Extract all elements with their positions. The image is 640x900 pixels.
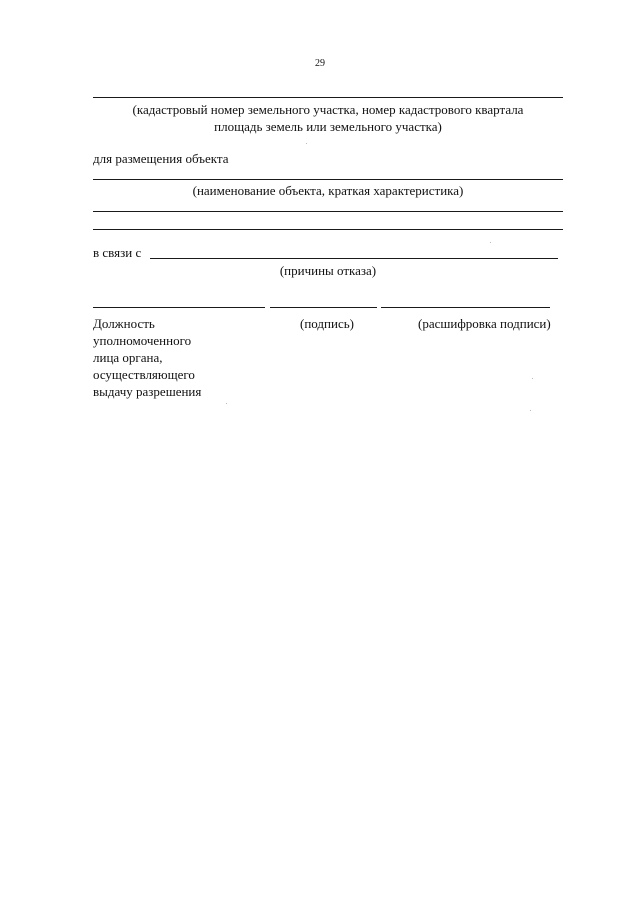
position-text-block	[93, 315, 201, 400]
signature-decoding-line	[381, 307, 550, 308]
cadastral-caption-line-1: (кадастровый номер земельного участка, номер кадастрового квартала	[132, 102, 524, 117]
position-signature-line	[93, 307, 265, 308]
position-line: выдачу разрешения	[93, 384, 202, 399]
signature-line	[270, 307, 377, 308]
signature-caption: (подпись)	[300, 316, 354, 331]
page-number: 29	[315, 58, 325, 69]
position-line: Должность	[93, 316, 155, 331]
position-line: осуществляющего	[93, 367, 195, 382]
position-line: уполномоченного	[93, 333, 192, 348]
scan-speck	[226, 403, 227, 404]
object-intro: для размещения объекта	[93, 151, 229, 166]
scan-speck	[532, 378, 533, 379]
object-extra-line-2	[93, 229, 563, 230]
scan-speck	[306, 143, 307, 144]
reason-intro: в связи с	[93, 245, 142, 260]
position-line: лица органа,	[93, 350, 163, 365]
cadastral-caption-line-2: площадь земель или земельного участка)	[214, 119, 442, 134]
reason-caption: (причины отказа)	[279, 263, 377, 278]
signature-decoding-caption: (расшифровка подписи)	[418, 316, 551, 331]
scan-speck	[530, 410, 531, 411]
cadastral-line	[93, 97, 563, 98]
scan-speck	[490, 242, 491, 243]
object-extra-line-1	[93, 211, 563, 212]
object-line	[93, 179, 563, 180]
reason-line	[150, 258, 558, 259]
object-caption: (наименование объекта, краткая характеристика)	[192, 183, 464, 198]
